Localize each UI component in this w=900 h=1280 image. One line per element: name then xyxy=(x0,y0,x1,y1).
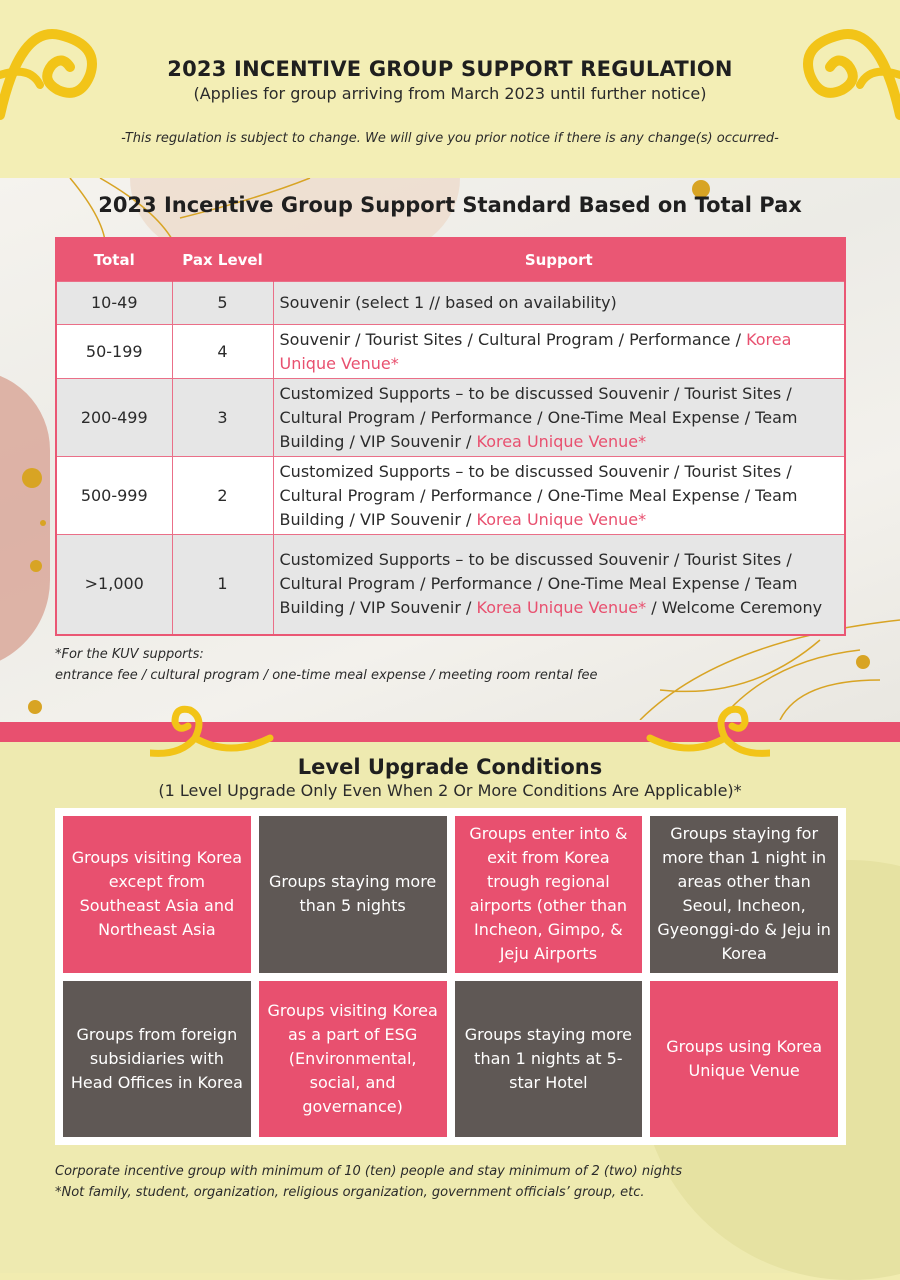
condition-box: Groups visiting Korea as a part of ESG (Environmental, social, and governance) xyxy=(259,981,447,1138)
level-cell: 1 xyxy=(172,535,273,635)
level-cell: 5 xyxy=(172,282,273,325)
conditions-subtitle: (1 Level Upgrade Only Even When 2 Or More Conditions Are Applicable)* xyxy=(158,781,742,800)
total-cell: 50-199 xyxy=(56,325,172,379)
support-cell xyxy=(273,457,845,535)
kuv-footnote xyxy=(55,644,598,686)
support-cell xyxy=(273,282,845,325)
support-text: Customized Supports – to be discussed Souvenir / Tourist Sites / Cultural Program / Performance / One-Time Meal Expense / Team Building / VIP Souvenir / xyxy=(279,461,798,529)
footer-line: Corporate incentive group with minimum of 10 (ten) people and stay minimum of 2 (two) nights xyxy=(55,1164,683,1179)
support-cell xyxy=(273,379,845,457)
kuv-highlight: Korea Unique Venue* xyxy=(476,598,647,618)
support-cell xyxy=(273,325,845,379)
condition-box: Groups enter into & exit from Korea trough regional airports (other than Incheon, Gimpo, & Jeju Airports xyxy=(455,816,643,973)
support-cell xyxy=(273,535,845,635)
condition-box: Groups from foreign subsidiaries with Head Offices in Korea xyxy=(63,981,251,1138)
total-cell: 500-999 xyxy=(56,457,172,535)
gold-dot-decoration xyxy=(22,468,42,488)
condition-box: Groups using Korea Unique Venue xyxy=(650,981,838,1138)
total-cell: 10-49 xyxy=(56,282,172,325)
column-header: Total xyxy=(56,238,172,282)
kuv-footnote-line: *For the KUV supports: xyxy=(55,647,204,662)
gold-dot-decoration xyxy=(28,700,42,714)
level-cell: 2 xyxy=(172,457,273,535)
support-text-extra: / Welcome Ceremony xyxy=(646,598,823,618)
gold-dot-decoration xyxy=(40,520,46,526)
page-subtitle: (Applies for group arriving from March 2023 until further notice) xyxy=(193,84,707,103)
condition-box: Groups staying more than 1 nights at 5-star Hotel xyxy=(455,981,643,1138)
conditions-grid xyxy=(55,808,846,1145)
total-cell: >1,000 xyxy=(56,535,172,635)
total-cell: 200-499 xyxy=(56,379,172,457)
table-row xyxy=(56,282,845,325)
level-cell: 3 xyxy=(172,379,273,457)
gold-dot-decoration xyxy=(30,560,42,572)
page-title: 2023 INCENTIVE GROUP SUPPORT REGULATION xyxy=(167,57,733,81)
table-heading: 2023 Incentive Group Support Standard Based on Total Pax xyxy=(98,193,802,217)
conditions-title: Level Upgrade Conditions xyxy=(297,755,603,779)
kuv-highlight: Korea Unique Venue* xyxy=(476,431,647,451)
support-text: Souvenir (select 1 // based on availability) xyxy=(279,293,617,312)
support-text: Customized Supports – to be discussed Souvenir / Tourist Sites / Cultural Program / Performance / One-Time Meal Expense / Team Building / VIP Souvenir / xyxy=(279,550,798,618)
level-cell: 4 xyxy=(172,325,273,379)
table-header-row xyxy=(56,238,845,282)
support-table xyxy=(55,237,846,636)
table-row xyxy=(56,457,845,535)
support-text: Customized Supports – to be discussed Souvenir / Tourist Sites / Cultural Program / Performance / One-Time Meal Expense / Team Building / VIP Souvenir / xyxy=(279,383,798,451)
condition-box: Groups staying more than 5 nights xyxy=(259,816,447,973)
column-header: Pax Level xyxy=(172,238,273,282)
footer-line: *Not family, student, organization, religious organization, government officials’ group, etc. xyxy=(55,1185,645,1200)
table-row xyxy=(56,379,845,457)
footer-notes xyxy=(55,1161,682,1203)
support-text: Souvenir / Tourist Sites / Cultural Program / Performance / xyxy=(279,329,747,349)
change-notice: -This regulation is subject to change. We will give you prior notice if there is any change(s) occurred- xyxy=(121,131,779,146)
column-header: Support xyxy=(273,238,845,282)
condition-box: Groups visiting Korea except from Southeast Asia and Northeast Asia xyxy=(63,816,251,973)
kuv-footnote-line: entrance fee / cultural program / one-time meal expense / meeting room rental fee xyxy=(55,668,598,683)
table-row xyxy=(56,535,845,635)
kuv-highlight: Korea Unique Venue* xyxy=(476,509,647,529)
table-row xyxy=(56,325,845,379)
kuv-highlight: Korea Unique Venue* xyxy=(279,329,792,373)
condition-box: Groups staying for more than 1 night in areas other than Seoul, Incheon, Gyeonggi-do & Jeju in Korea xyxy=(650,816,838,973)
